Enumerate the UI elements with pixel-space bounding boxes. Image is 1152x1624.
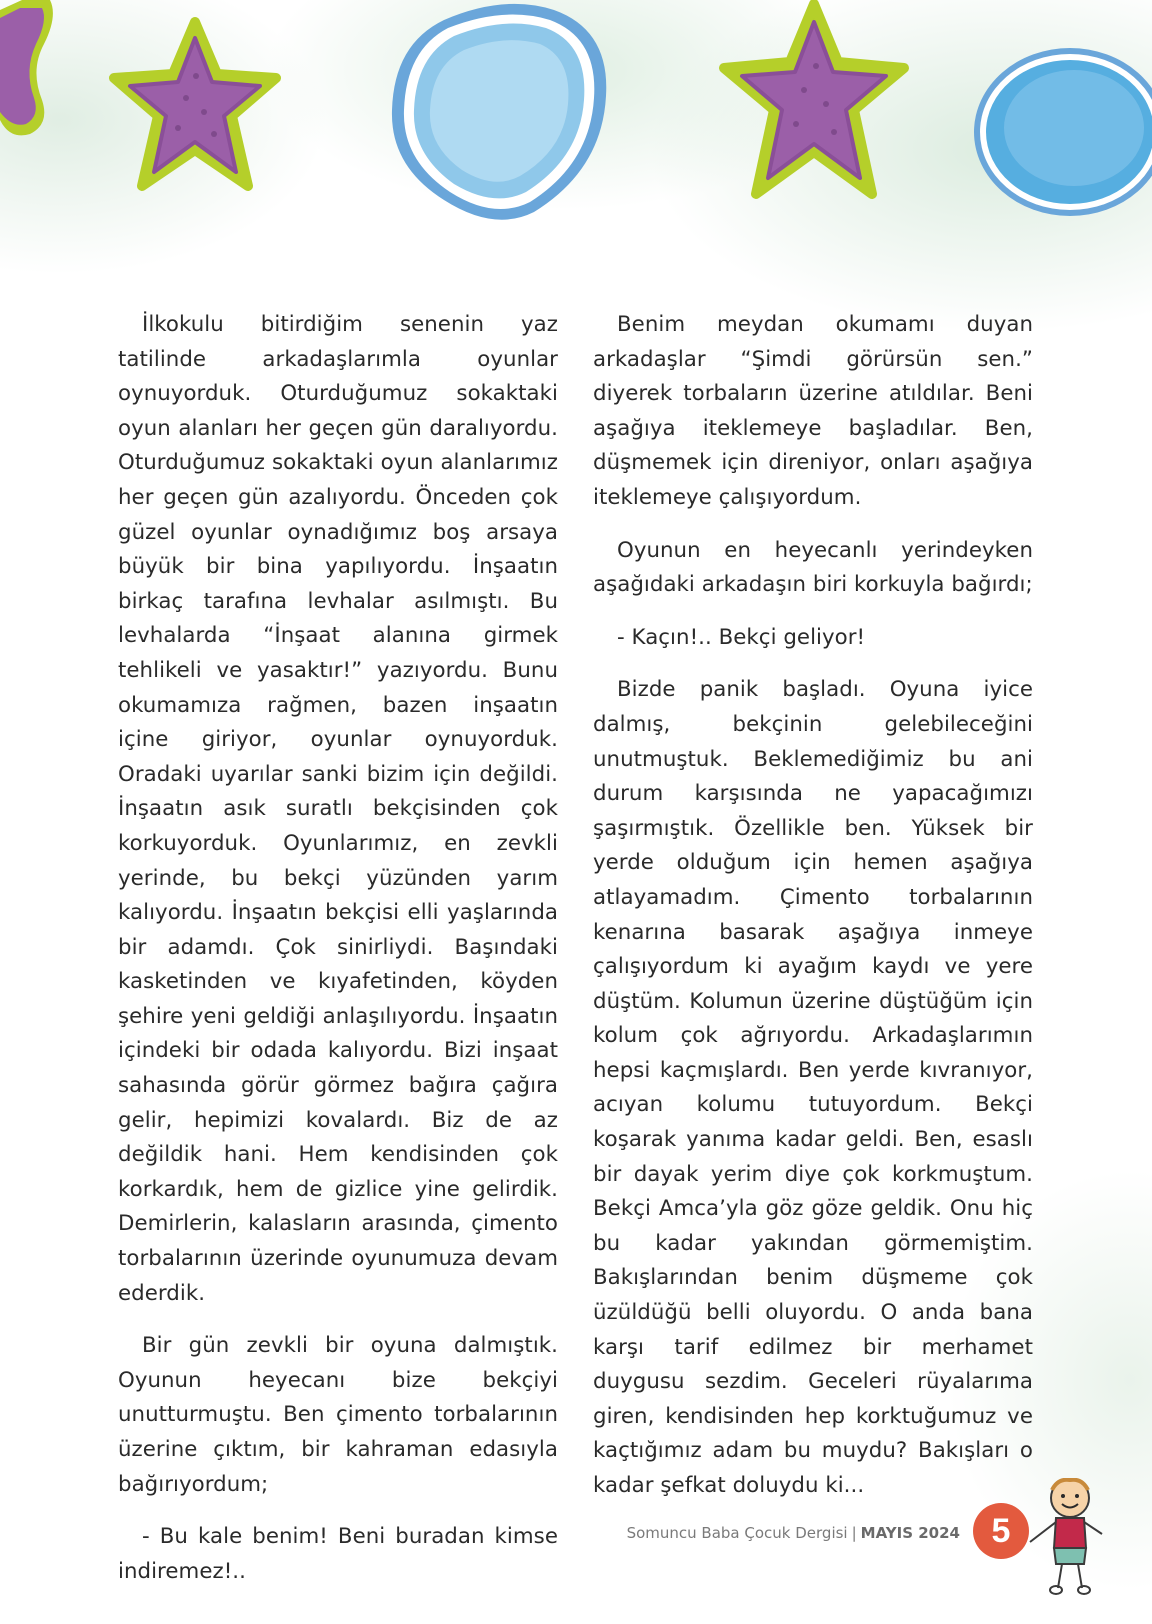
article-column-right bbox=[593, 308, 1033, 1522]
article-paragraph: Bizde panik başladı. Oyuna iyice dalmış, bekçinin gelebileceğini unutmuştuk. Beklemediğimiz bu ani durum karşısında ne yapacağımızı şaşırmıştık. Özellikle ben. Yüksek bir yerde olduğum için hemen aşağıya atlayamadım. Çimento torbalarının kenarına basarak aşağıya inmeye çalışıyordum ki ayağım kaydı ve yere düştüm. Kolumun üzerine düştüğüm için kolum çok ağrıyordu. Arkadaşlarımın hepsi kaçmışlardı. Ben yerde kıvranıyor, acıyan kolumu tutuyordum. Bekçi koşarak yanıma kadar geldi. Ben, esaslı bir dayak yerim diye çok korkmuştum. Bekçi Amca’yla göz göze geldik. Onu hiç bu kadar yakından görmemiştim. Bakışlarından benim düşmeme çok üzüldüğü belli oluyordu. O anda bana karşı tarif edilmez bir merhamet duygusu sezdim. Geceleri rüyalarıma giren, kendisinden hep korktuğumuz ve kaçtığımız adam bu muydu? Bakışları o kadar şefkat doluydu ki... bbox=[593, 677, 1033, 1498]
article-column-left bbox=[118, 308, 558, 1607]
starfish-icon bbox=[716, 0, 912, 208]
issue-date: MAYIS 2024 bbox=[860, 1524, 960, 1542]
page-number-badge: 5 bbox=[973, 1503, 1029, 1559]
page-footer bbox=[600, 1524, 960, 1542]
article-paragraph: Benim meydan okumamı duyan arkadaşlar “Şimdi görürsün sen.” diyerek torbaların üzerine atıldılar. Beni aşağıya iteklemeye başladılar. Ben, düşmemek için direniyor, onları aşağıya iteklemeye çalışıyordum. bbox=[593, 312, 1033, 510]
article-paragraph: İlkokulu bitirdiğim senenin yaz tatilinde arkadaşlarımla oyunlar oynuyorduk. Oturduğumuz sokaktaki oyun alanları her geçen gün daralıyordu. Oturduğumuz sokaktaki oyun alanlarımız her geçen gün azalıyordu. Önceden çok güzel oyunlar oynadığımız boş arsaya büyük bir bina yapılıyordu. İnşaatın birkaç tarafına levhalar asılmıştı. Bu levhalarda “İnşaat alanına girmek tehlikeli ve yasaktır!” yazıyordu. Bunu okumamıza rağmen, bazen inşaatın içine giriyor, oyunlar oynuyorduk. Oradaki uyarılar sanki bizim için değildi. İnşaatın asık suratlı bekçisinden çok korkuyorduk. Oyunlarımız, en zevkli yerinde, bu bekçi yüzünden yarım kalıyordu. İnşaatın bekçisi elli yaşlarında bir adamdı. Çok sinirliydi. Başındaki kasketinden ve kıyafetinden, köyden şehire yeni geldiği anlaşılıyordu. İnşaatın içindeki bir odada kalıyordu. Bizi inşaat sahasında görür görmez bağıra çağıra gelir, hepimizi kovalardı. Biz de az değildik hani. Hem kendisinden çok korkardık, hem de gizlice yine gelirdik. Demirlerin, kalasların arasında, çimento torbalarının üzerinde oyunumuza devam ederdik. bbox=[118, 312, 558, 1306]
footer-separator: | bbox=[851, 1524, 857, 1542]
pool-icon bbox=[384, 0, 620, 226]
article-paragraph: - Kaçın!.. Bekçi geliyor! bbox=[617, 624, 866, 650]
article-paragraph: - Bu kale benim! Beni buradan kimse indiremez!.. bbox=[118, 1524, 558, 1584]
child-mascot-icon bbox=[1022, 1478, 1126, 1600]
starfish-icon-partial bbox=[0, 0, 62, 140]
article-paragraph: Bir gün zevkli bir oyuna dalmıştık. Oyunun heyecanı bize bekçiyi unutturmuştu. Ben çimento torbalarının üzerine çıktım, bir kahraman edasıyla bağırıyordum; bbox=[118, 1333, 558, 1497]
pool-icon bbox=[970, 44, 1152, 220]
magazine-name: Somuncu Baba Çocuk Dergisi bbox=[626, 1524, 848, 1542]
starfish-icon bbox=[106, 16, 284, 196]
article-paragraph: Oyunun en heyecanlı yerindeyken aşağıdaki arkadaşın biri korkuyla bağırdı; bbox=[593, 537, 1033, 598]
